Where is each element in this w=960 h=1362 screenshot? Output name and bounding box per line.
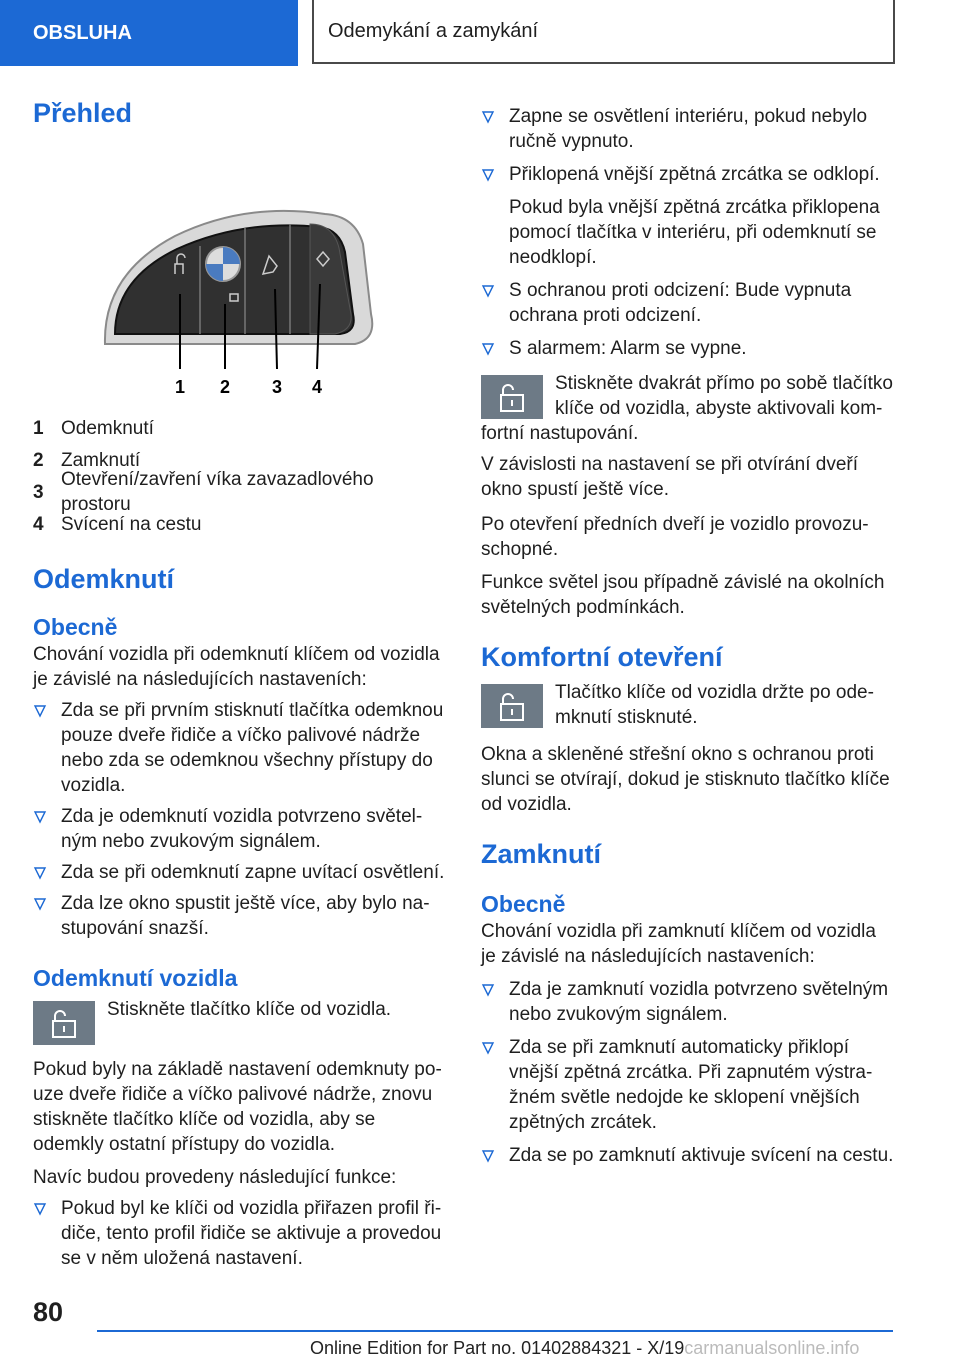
- section-label: OBSLUHA: [33, 21, 132, 44]
- triangle-bullet-icon: [33, 866, 47, 880]
- list-item: Zda se při zamknutí automaticky přiklopí vnější zpětná zrcátka. Při zapnutém výstražném světle nedojde ke sklopení vnějších zpětných zrcátek.: [481, 1035, 896, 1135]
- triangle-bullet-icon: [481, 110, 495, 124]
- figure-legend: [33, 412, 448, 540]
- list-item: Zda se při odemknutí zapne uvítací osvětlení.: [33, 860, 448, 885]
- triangle-bullet-icon: [33, 704, 47, 718]
- list-item: S ochranou proti odcizení: Bude vypnuta ochrana proti odcizení.: [481, 278, 896, 328]
- footer-divider: [97, 1330, 893, 1332]
- triangle-bullet-icon: [481, 983, 495, 997]
- list-item: Zda je zamknutí vozidla potvrzeno světelným nebo zvukovým signálem.: [481, 977, 896, 1027]
- triangle-bullet-icon: [33, 897, 47, 911]
- list-item: Zda se po zamknutí aktivuje svícení na cestu.: [481, 1143, 896, 1168]
- triangle-bullet-icon: [481, 284, 495, 298]
- comfort-open-paragraph: Okna a skleněné střešní okno s ochranou proti slunci se otvírají, dokud je stisknuto tlačítko klíče od vozidla.: [481, 744, 890, 815]
- comfort-open-instruction: [481, 680, 896, 730]
- key-figure: [95, 164, 395, 404]
- triangle-bullet-icon: [481, 1041, 495, 1055]
- triangle-bullet-icon: [33, 810, 47, 824]
- edition-text: Online Edition for Part no. 01402884321 - X/19: [310, 1338, 685, 1358]
- unlock-title: Odemknutí: [33, 564, 175, 594]
- unlock-key-icon: [481, 375, 543, 419]
- functions-intro: Navíc budou provedeny následující funkce:: [33, 1167, 397, 1188]
- lock-intro: Chování vozidla při zamknutí klíčem od vozidla je závislé na následujících nastaveních:: [481, 921, 876, 967]
- list-item: Přiklopená vnější zpětná zrcátka se odklopí.: [481, 162, 896, 187]
- vehicle-unlock-title: Odemknutí vozidla: [33, 965, 238, 991]
- legend-item: 1 Odemknutí: [33, 417, 154, 439]
- watermark: carmanualsonline.info: [684, 1338, 860, 1358]
- triangle-bullet-icon: [481, 1149, 495, 1163]
- comfort-open-title: Komfortní otevření: [481, 642, 723, 672]
- figure-label-3: 3: [271, 377, 283, 397]
- vehicle-unlock-paragraph: Pokud byly na základě nastavení odemknuty pouze dveře řidiče a víčko palivové nádrže, znovu stiskněte tlačítko klíče od vozidla, aby se odemkly ostatní přístupy do vozidla.: [33, 1059, 442, 1155]
- triangle-bullet-icon: [481, 168, 495, 182]
- unlock-key-icon: [33, 1001, 95, 1045]
- key-instruction: [33, 997, 448, 1045]
- general-title: Obecně: [33, 614, 118, 640]
- unlock-key-icon: [481, 684, 543, 728]
- windows-text: V závislosti na nastavení se při otvírání dveří okno spustí ještě více.: [481, 454, 859, 500]
- comfort-open-text: Tlačítko klíče od vozidla držte po odemknutí stisknuté.: [555, 682, 874, 728]
- list-item: Zda se při prvním stisknutí tlačítka odemknou pouze dveře řidiče a víčko palivové nádrže nebo zda se odemknou všechny přístupy do vozidla.: [33, 698, 448, 798]
- chapter-title: Odemykání a zamykání: [328, 19, 539, 42]
- comfort-access-instruction: [481, 371, 896, 446]
- car-key-illustration: [95, 164, 395, 404]
- list-item: S alarmem: Alarm se vypne.: [481, 336, 896, 361]
- overview-title: Přehled: [33, 98, 133, 128]
- legend-item: 2 Zamknutí: [33, 449, 141, 471]
- list-item: Zda je odemknutí vozidla potvrzeno světelným nebo zvukovým signálem.: [33, 804, 448, 854]
- list-item: Pokud byl ke klíči od vozidla přiřazen profil řidiče, tento profil řidiče se aktivuje a provedou se v něm uložená nastavení.: [33, 1196, 448, 1271]
- front-door-text: Po otevření předních dveří je vozidlo provozuschopné.: [481, 514, 869, 560]
- list-item: Zda lze okno spustit ještě více, aby bylo nastupování snazší.: [33, 891, 448, 941]
- key-instruction-text: Stiskněte tlačítko klíče od vozidla.: [107, 999, 392, 1020]
- section-tab: [0, 0, 298, 66]
- lock-general-title: Obecně: [481, 891, 566, 917]
- right-column: [481, 104, 896, 1168]
- comfort-access-text: Stiskněte dvakrát přímo po sobě tlačítko klíče od vozidla, abyste aktivovali komfortní nastupování.: [481, 373, 893, 444]
- triangle-bullet-icon: [33, 1202, 47, 1216]
- figure-label-2: 2: [219, 377, 231, 397]
- list-item: Zapne se osvětlení interiéru, pokud nebylo ručně vypnuto.: [481, 104, 896, 154]
- general-bullets: [33, 698, 448, 941]
- lock-bullets: [481, 977, 896, 1168]
- chapter-header: [312, 0, 895, 64]
- figure-label-1: 1: [174, 377, 186, 397]
- functions-bullets-more: [481, 278, 896, 361]
- triangle-bullet-icon: [481, 342, 495, 356]
- footer-edition: [310, 1336, 859, 1361]
- general-intro: Chování vozidla při odemknutí klíčem od vozidla je závislé na následujících nastaveních:: [33, 644, 440, 690]
- lights-text: Funkce světel jsou případně závislé na okolních světelných podmínkách.: [481, 572, 885, 618]
- left-column: [33, 96, 448, 1271]
- mirror-note: Pokud byla vnější zpětná zrcátka přiklopena pomocí tlačítka v interiéru, při odemknutí se neodklopí.: [509, 197, 880, 268]
- legend-item: 4 Svícení na cestu: [33, 513, 202, 535]
- figure-label-4: 4: [311, 377, 323, 397]
- lock-title: Zamknutí: [481, 839, 602, 869]
- functions-bullets: [33, 1196, 448, 1271]
- legend-item: 3 Otevření/zavření víka zavazadlového prostoru: [33, 469, 374, 515]
- functions-bullets-continued: [481, 104, 896, 187]
- page-number: 80: [33, 1297, 64, 1327]
